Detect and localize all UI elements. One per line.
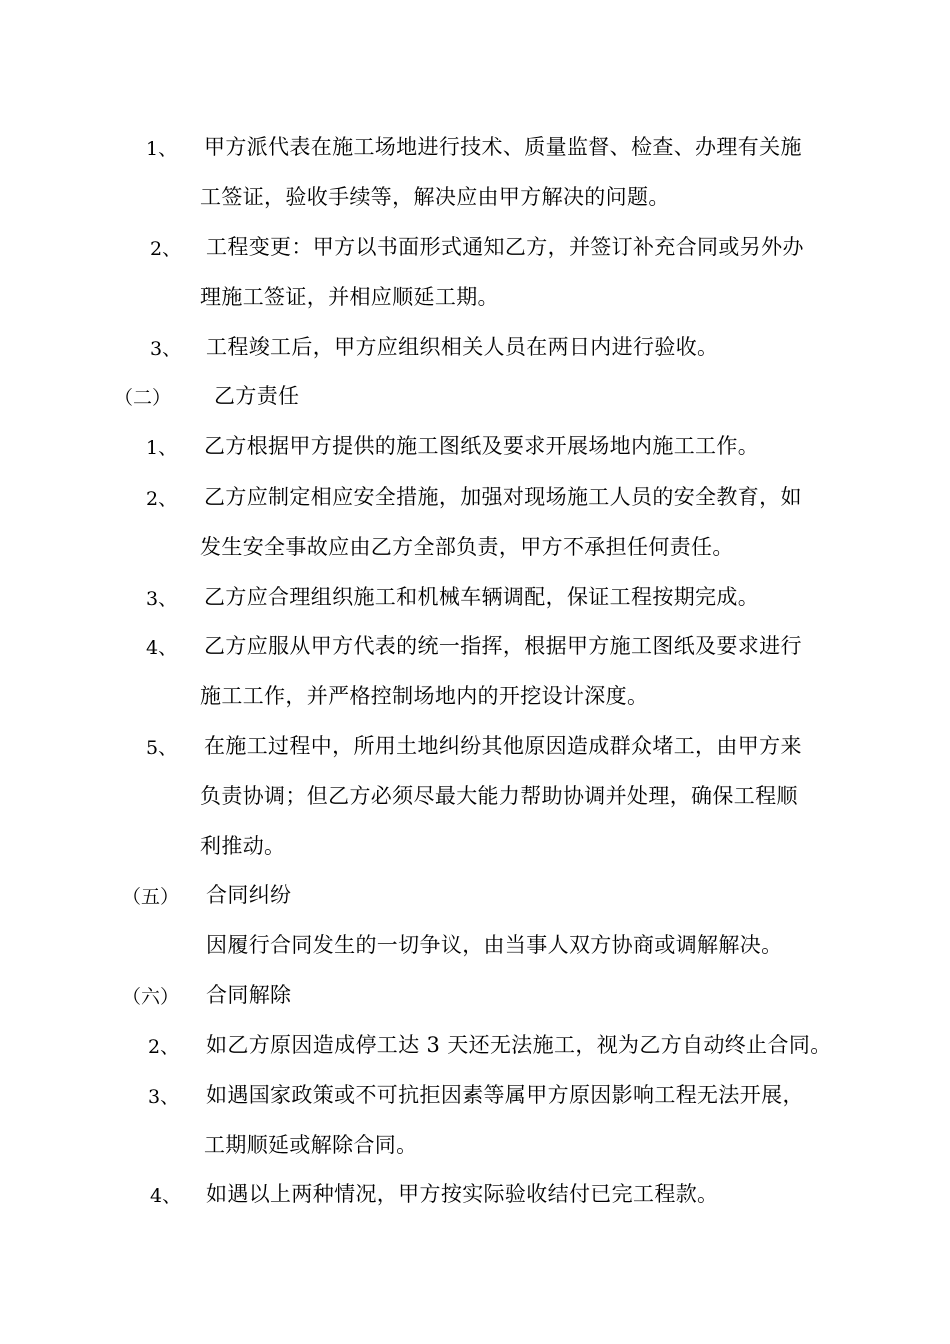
clause-number: 4、 — [150, 1185, 182, 1207]
clause-text-line: 工签证，验收手续等，解决应由甲方解决的问题。 — [200, 185, 670, 209]
clause-text-line: 工程变更：甲方以书面形式通知乙方，并签订补充合同或另外办 — [206, 235, 804, 259]
clause-text-line: 甲方派代表在施工场地进行技术、质量监督、检查、办理有关施 — [204, 135, 802, 159]
section-title: 合同解除 — [206, 983, 292, 1007]
clause-text-line: 理施工签证，并相应顺延工期。 — [200, 285, 499, 309]
clause-text-line: 工期顺延或解除合同。 — [204, 1133, 418, 1157]
clause-number: 2、 — [150, 238, 182, 260]
clause-text-line: 乙方应服从甲方代表的统一指挥，根据甲方施工图纸及要求进行 — [204, 634, 802, 658]
clause-text-line: 利推动。 — [200, 834, 286, 858]
section-number: （五） — [122, 886, 180, 908]
section-title: 合同纠纷 — [206, 883, 292, 907]
clause-text-line: 乙方应合理组织施工和机械车辆调配，保证工程按期完成。 — [204, 585, 760, 609]
clause-text-line: 如遇国家政策或不可抗拒因素等属甲方原因影响工程无法开展， — [206, 1083, 804, 1107]
clause-text-line: 如乙方原因造成停工达 3 天还无法施工，视为乙方自动终止合同。 — [206, 1033, 832, 1057]
clause-text-line: 发生安全事故应由乙方全部负责，甲方不承担任何责任。 — [200, 535, 734, 559]
clause-number: 2、 — [146, 488, 178, 510]
clause-text-line: 如遇以上两种情况，甲方按实际验收结付已完工程款。 — [206, 1182, 719, 1206]
clause-number: 2、 — [148, 1036, 180, 1058]
clause-number: 3、 — [150, 338, 182, 360]
clause-text-line: 乙方根据甲方提供的施工图纸及要求开展场地内施工工作。 — [204, 434, 760, 458]
clause-number: 3、 — [146, 588, 178, 610]
clause-number: 1、 — [146, 437, 178, 459]
clause-text-line: 在施工过程中，所用土地纠纷其他原因造成群众堵工，由甲方来 — [204, 734, 802, 758]
section-number: （二） — [114, 387, 172, 409]
clause-text-line: 乙方应制定相应安全措施，加强对现场施工人员的安全教育，如 — [204, 485, 802, 509]
clause-text-line: 负责协调；但乙方必须尽最大能力帮助协调并处理，确保工程顺 — [200, 784, 798, 808]
clause-number: 5、 — [146, 737, 178, 759]
section-number: （六） — [122, 986, 180, 1008]
clause-text-line: 施工工作，并严格控制场地内的开挖设计深度。 — [200, 684, 649, 708]
clause-number: 1、 — [146, 138, 178, 160]
clause-number: 3、 — [148, 1086, 180, 1108]
section-text-line: 因履行合同发生的一切争议，由当事人双方协商或调解解决。 — [206, 933, 783, 957]
clause-text-line: 工程竣工后，甲方应组织相关人员在两日内进行验收。 — [206, 335, 719, 359]
section-title: 乙方责任 — [214, 384, 300, 408]
clause-number: 4、 — [146, 637, 178, 659]
